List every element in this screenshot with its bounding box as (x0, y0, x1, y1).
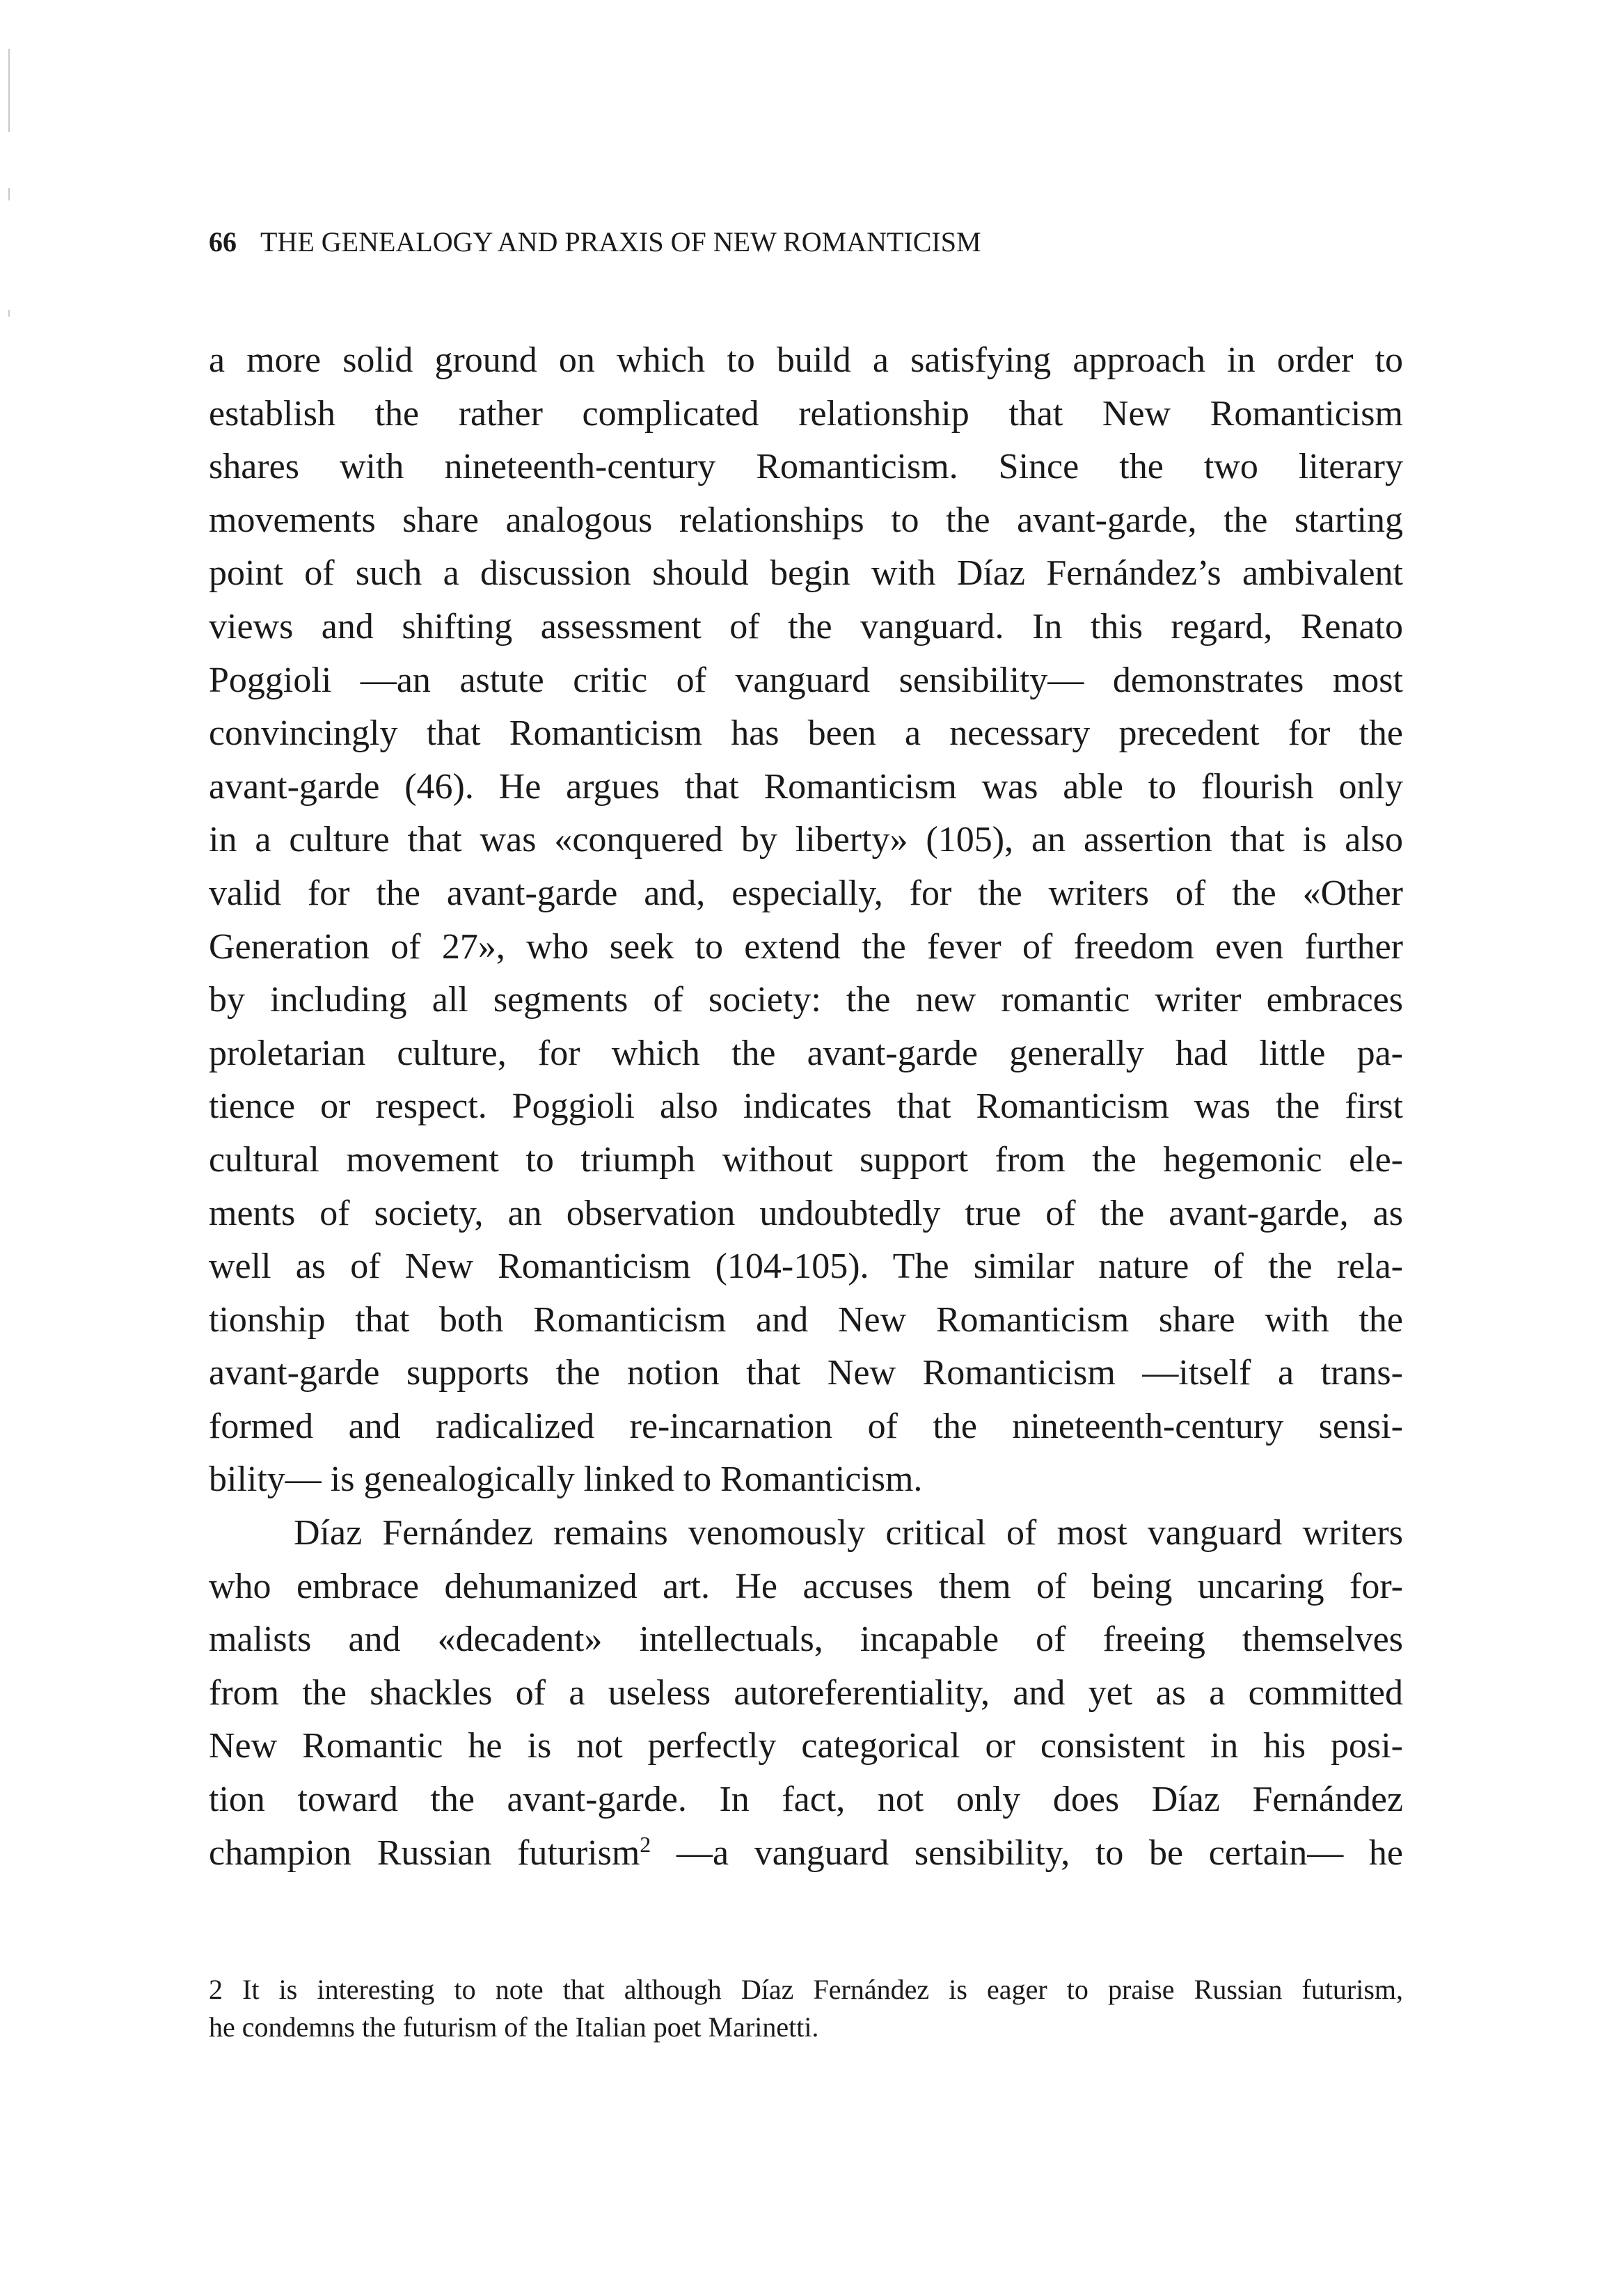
text-line: well as of New Romanticism (104-105). The similar nature of the rela- (209, 1246, 1403, 1287)
footnote-line (209, 1971, 1403, 2009)
footnote-marker: 2 (209, 1974, 223, 2005)
text-line: malists and «decadent» intellectuals, incapable of freeing themselves (209, 1620, 1403, 1660)
text-line: establish the rather complicated relationship that New Romanticism (209, 393, 1403, 434)
text-line: who embrace dehumanized art. He accuses them of being uncaring for- (209, 1566, 1403, 1606)
body-text (209, 334, 1403, 1880)
scan-artifact (8, 188, 10, 200)
text-line: point of such a discussion should begin with Díaz Fernández’s ambivalent (209, 553, 1403, 594)
text-line: formed and radicalized re-incarnation of the nineteenth-century sensi- (209, 1406, 1403, 1446)
text-line: convincingly that Romanticism has been a necessary precedent for the (209, 713, 1403, 754)
running-title: THE GENEALOGY AND PRAXIS OF NEW ROMANTICISM (260, 226, 981, 258)
text-segment: —a vanguard sensibility, to be certain— he (651, 1832, 1404, 1873)
text-segment: champion Russian futurism (209, 1832, 640, 1873)
paragraph-1 (209, 334, 1403, 1507)
text-line: tion toward the avant-garde. In fact, not only does Díaz Fernández (209, 1780, 1403, 1820)
text-line: by including all segments of society: the new romantic writer embraces (209, 980, 1403, 1020)
text-line: tience or respect. Poggioli also indicates that Romanticism was the first (209, 1086, 1403, 1127)
text-line: cultural movement to triumph without support from the hegemonic ele- (209, 1139, 1403, 1180)
text-line: ments of society, an observation undoubtedly true of the avant-garde, as (209, 1193, 1403, 1233)
footnote-line: he condemns the futurism of the Italian poet Marinetti. (209, 2011, 819, 2043)
footnote (209, 1971, 1403, 2046)
text-line: a more solid ground on which to build a satisfying approach in order to (209, 340, 1403, 380)
paragraph-2 (209, 1507, 1403, 1880)
text-line: valid for the avant-garde and, especially, for the writers of the «Other (209, 873, 1403, 913)
text-line: Poggioli —an astute critic of vanguard sensibility— demonstrates most (209, 660, 1403, 700)
footnote-reference[interactable]: 2 (640, 1831, 651, 1857)
text-line: movements share analogous relationships to the avant-garde, the starting (209, 500, 1403, 540)
footnote-text: It is interesting to note that although Díaz Fernández is eager to praise Russian futurism, (223, 1974, 1403, 2005)
text-line: bility— is genealogically linked to Romanticism. (209, 1459, 923, 1500)
text-line: from the shackles of a useless autoreferentiality, and yet as a committed (209, 1672, 1403, 1713)
text-line: avant-garde (46). He argues that Romanticism was able to flourish only (209, 766, 1403, 807)
text-line: avant-garde supports the notion that New Romanticism —itself a trans- (209, 1353, 1403, 1393)
text-line: tionship that both Romanticism and New Romanticism share with the (209, 1299, 1403, 1340)
text-line-with-footnote-ref (209, 1827, 1403, 1881)
page-number: 66 (209, 226, 237, 258)
scan-artifact (8, 310, 10, 317)
text-line: shares with nineteenth-century Romanticism. Since the two literary (209, 447, 1403, 487)
text-line: New Romantic he is not perfectly categorical or consistent in his posi- (209, 1726, 1403, 1766)
text-line: in a culture that was «conquered by liberty» (105), an assertion that is also (209, 820, 1403, 860)
text-line: Generation of 27», who seek to extend the fever of freedom even further (209, 926, 1403, 967)
text-line: views and shifting assessment of the vanguard. In this regard, Renato (209, 606, 1403, 647)
scan-artifact (8, 49, 10, 132)
running-head (209, 223, 981, 262)
text-line: Díaz Fernández remains venomously critical of most vanguard writers (294, 1513, 1403, 1553)
text-line: proletarian culture, for which the avant-garde generally had little pa- (209, 1033, 1403, 1073)
